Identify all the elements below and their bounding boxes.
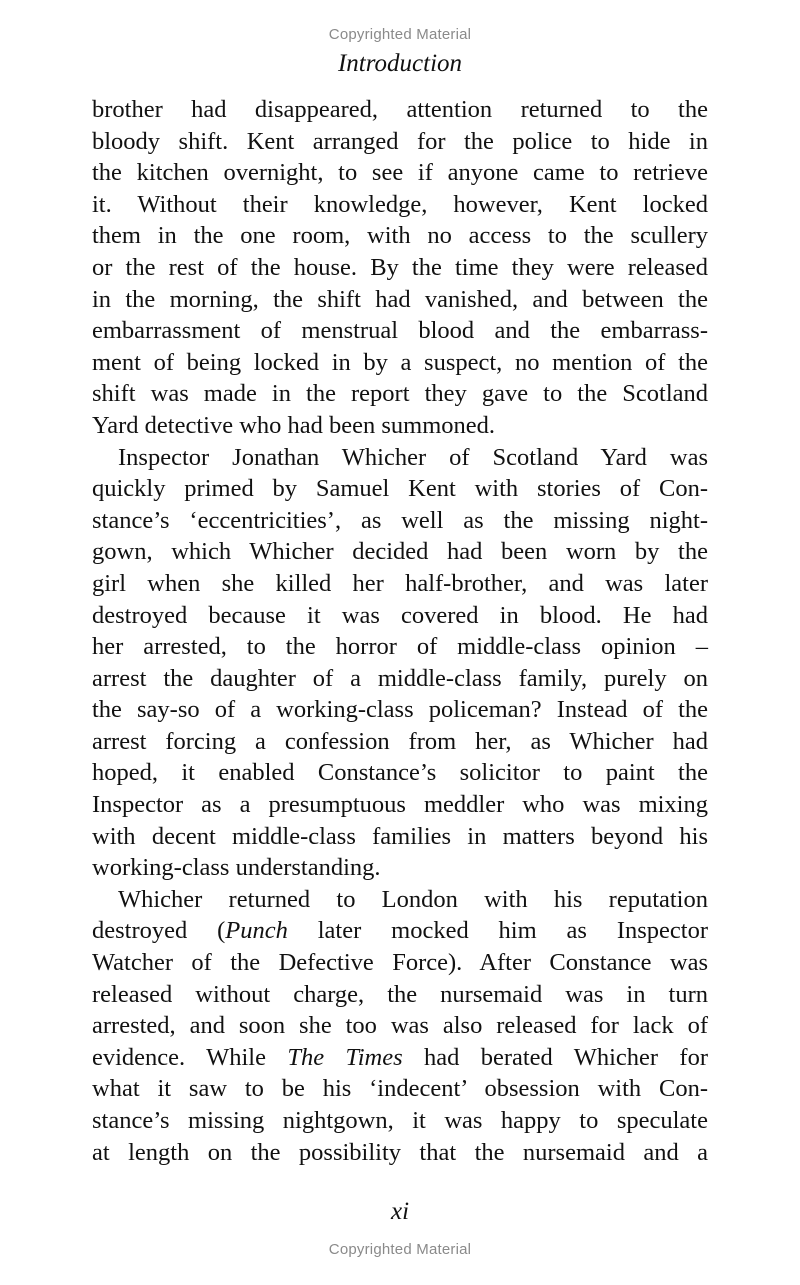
italic-title-the-times: The Times	[287, 1043, 403, 1071]
text-line: Yard detective who had been summoned.	[92, 411, 496, 439]
text-line: released without charge, the nursemaid was in turn	[92, 980, 708, 1008]
paragraph-2	[92, 442, 708, 884]
text-line: ment of being locked in by a suspect, no mention of the	[92, 348, 708, 376]
italic-title-punch: Punch	[225, 917, 288, 945]
text-line: them in the one room, with no access to the scullery	[92, 222, 708, 250]
text-line: destroyed because it was covered in blood. He had	[92, 601, 708, 629]
text-line: at length on the possibility that the nursemaid and a	[92, 1138, 708, 1166]
body-text	[92, 94, 708, 1168]
text-line: Inspector Jonathan Whicher of Scotland Yard was	[118, 443, 708, 471]
text-line: gown, which Whicher decided had been worn by the	[92, 538, 708, 566]
text-line: her arrested, to the horror of middle-class opinion –	[92, 633, 708, 661]
paragraph-1	[92, 94, 708, 442]
text-line: girl when she killed her half-brother, and was later	[92, 569, 708, 597]
text-line: with decent middle-class families in matters beyond his	[92, 822, 708, 850]
text-line: stance’s ‘eccentricities’, as well as the missing night-	[92, 506, 708, 534]
text-line: arrest forcing a confession from her, as Whicher had	[92, 727, 708, 755]
text-line: Watcher of the Defective Force). After Constance was	[92, 949, 708, 977]
text-line: the kitchen overnight, to see if anyone came to retrieve	[92, 159, 708, 187]
copyright-notice-top: Copyrighted Material	[328, 26, 472, 43]
copyright-notice-bottom: Copyrighted Material	[328, 1241, 472, 1258]
text-line: the say-so of a working-class policeman? Instead of the	[92, 696, 708, 724]
text-line	[92, 1042, 708, 1074]
text-line: in the morning, the shift had vanished, and between the	[92, 285, 708, 313]
text-line: shift was made in the report they gave to the Scotland	[92, 380, 708, 408]
text-run: evidence. While	[92, 1043, 288, 1071]
text-line: arrested, and soon she too was also released for lack of	[92, 1012, 708, 1040]
text-line	[92, 915, 708, 947]
text-line: Whicher returned to London with his reputation	[118, 885, 708, 913]
paragraph-3	[92, 884, 708, 1168]
running-head: Introduction	[337, 50, 463, 77]
text-line: brother had disappeared, attention returned to the	[92, 96, 708, 123]
text-line: embarrassment of menstrual blood and the embarrass-	[92, 317, 708, 345]
text-run: destroyed (	[92, 917, 226, 945]
text-line: it. Without their knowledge, however, Kent locked	[92, 190, 708, 218]
text-line: working-class understanding.	[92, 854, 381, 882]
text-line: bloody shift. Kent arranged for the police to hide in	[92, 127, 708, 155]
text-line: stance’s missing nightgown, it was happy to speculate	[92, 1107, 708, 1134]
text-line: or the rest of the house. By the time they were released	[92, 253, 708, 281]
text-line: quickly primed by Samuel Kent with stories of Con-	[92, 475, 708, 503]
text-run: later mocked him as Inspector	[287, 917, 708, 945]
text-line: hoped, it enabled Constance’s solicitor to paint the	[92, 759, 708, 787]
page-number: xi	[390, 1198, 410, 1225]
text-line: arrest the daughter of a middle-class family, purely on	[92, 664, 708, 692]
text-run: had berated Whicher for	[402, 1043, 708, 1071]
text-line: what it saw to be his ‘indecent’ obsession with Con-	[92, 1075, 708, 1103]
text-line: Inspector as a presumptuous meddler who was mixing	[92, 791, 708, 819]
